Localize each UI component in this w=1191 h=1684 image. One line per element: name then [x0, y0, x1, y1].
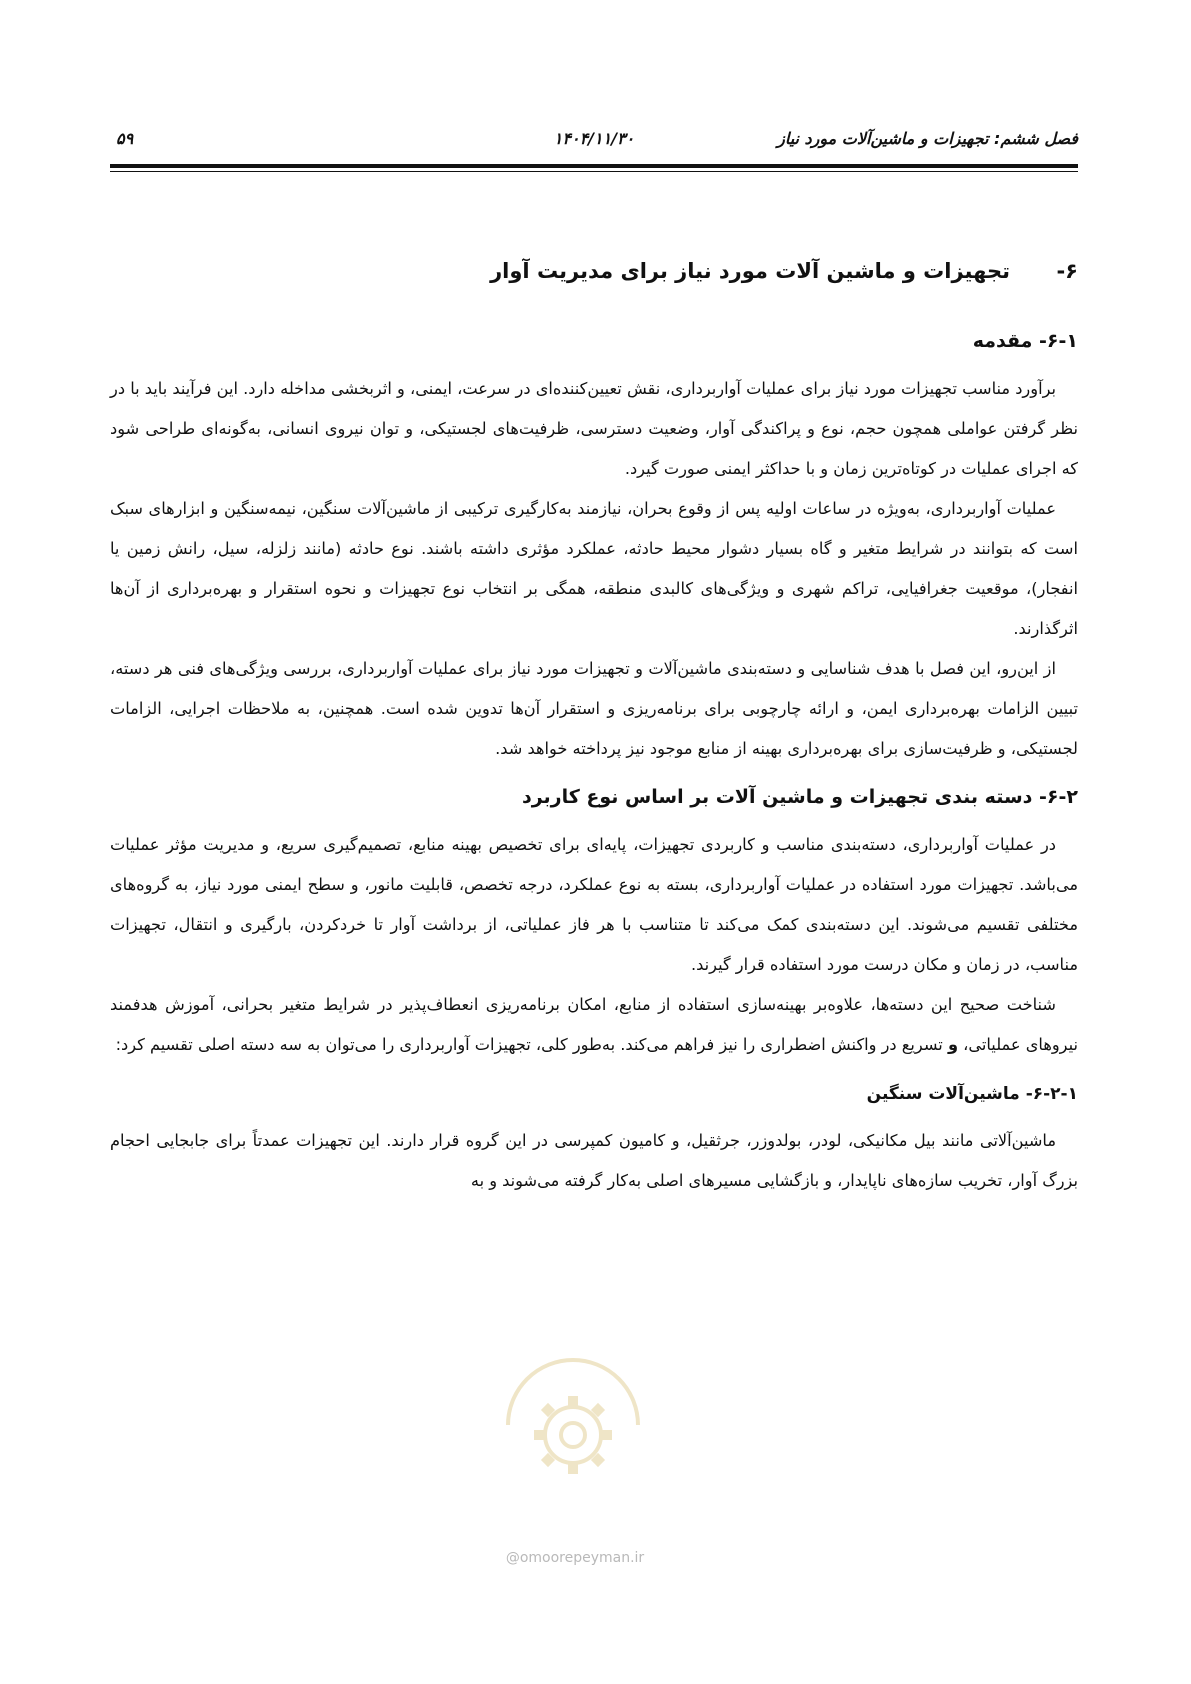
- chapter-title: [110, 256, 1078, 286]
- section-heading-classification: ۶-۲- دسته بندی تجهیزات و ماشین آلات بر اساس نوع کاربرد: [521, 786, 1078, 808]
- paragraph: عملیات آواربرداری، به‌ویژه در ساعات اولیه پس از وقوع بحران، نیازمند به‌کارگیری ترکیبی از ماشین‌آلات سنگین، نیمه‌سنگین و ابزارهای سبک است که بتوانند در شرایط متغیر و گاه بسیار دشوار محیط حادثه، عملکرد مؤثری داشته باشند. نوع حادثه (مانند زلزله، سیل، رانش زمین یا انفجار)، موقعیت جغرافیایی، تراکم شهری و ویژگی‌های کالبدی منطقه، همگی بر انتخاب نوع تجهیزات و نحوه استقرار و بهره‌برداری از آن‌ها اثرگذارند.: [110, 499, 1078, 638]
- watermark-text: @omoorepeyman.ir: [505, 1550, 645, 1566]
- chapter-number: ۶-: [1056, 259, 1078, 283]
- paragraph-text: تسریع در واکنش اضطراری را نیز فراهم می‌کند. به‌طور کلی، تجهیزات آواربرداری را می‌توان به سه دسته اصلی تقسیم کرد:: [115, 1035, 943, 1054]
- chapter-title-text: تجهیزات و ماشین آلات مورد نیاز برای مدیریت آوار: [490, 259, 1010, 283]
- bold-conjunction: و: [947, 1035, 958, 1054]
- running-head-date: ۱۴۰۴/۱۱/۳۰: [553, 129, 635, 148]
- paragraph: [110, 985, 1078, 1065]
- header-rule-thin: [110, 171, 1078, 172]
- page-number: ۵۹: [116, 129, 134, 148]
- paragraph: از این‌رو، این فصل با هدف شناسایی و دسته‌بندی ماشین‌آلات و تجهیزات مورد نیاز برای عملیات آواربرداری، بررسی ویژگی‌های فنی هر دسته، تبیین الزامات بهره‌برداری ایمن، و ارائه چارچوبی برای برنامه‌ریزی و استقرار آن‌ها تدوین شده است. همچنین، به ملاحظات اجرایی، الزامات لجستیکی، و ظرفیت‌سازی برای بهره‌برداری بهینه از منابع موجود نیز پرداخته خواهد شد.: [110, 659, 1078, 758]
- section-heading-intro: ۶-۱- مقدمه: [972, 330, 1078, 352]
- paragraph-text: شناخت صحیح این دسته‌ها، علاوه‌بر بهینه‌سازی استفاده از منابع، امکان برنامه‌ریزی انعطاف‌پذیر در شرایط متغیر بحرانی، آموزش هدفمند نیروهای عملیاتی،: [110, 995, 1078, 1054]
- paragraph: ماشین‌آلاتی مانند بیل مکانیکی، لودر، بولدوزر، جرثقیل، و کامیون کمپرسی در این گروه قرار دارند. این تجهیزات عمدتاً برای جابجایی احجام بزرگ آوار، تخریب سازه‌های ناپایدار، و بازگشایی مسیرهای اصلی به‌کار گرفته می‌شوند و به: [110, 1131, 1078, 1190]
- paragraph: در عملیات آواربرداری، دسته‌بندی مناسب و کاربردی تجهیزات، پایه‌ای برای تخصیص بهینه منابع، تصمیم‌گیری سریع، و مدیریت مؤثر عملیات می‌باشد. تجهیزات مورد استفاده در عملیات آواربرداری، بسته به نوع عملکرد، درجه تخصص، قابلیت مانور، و سطح ایمنی مورد نیاز، به گروه‌های مختلفی تقسیم می‌شوند. این دسته‌بندی کمک می‌کند تا متناسب با هر فاز عملیاتی، از برداشت آوار تا خردکردن، بارگیری و انتقال، تجهیزات مناسب، در زمان و مکان درست مورد استفاده قرار گیرند.: [110, 835, 1078, 974]
- subsection-heading-heavy-machinery: ۶-۲-۱- ماشین‌آلات سنگین: [866, 1084, 1078, 1104]
- page-header: [110, 128, 1078, 158]
- gear-logo-icon: [488, 1330, 658, 1480]
- running-head-chapter: فصل ششم: تجهیزات و ماشین‌آلات مورد نیاز: [777, 129, 1078, 148]
- paragraph: برآورد مناسب تجهیزات مورد نیاز برای عملیات آواربرداری، نقش تعیین‌کننده‌ای در سرعت، ایمنی، و اثربخشی مداخله دارد. این فرآیند باید با در نظر گرفتن عواملی همچون حجم، نوع و پراکندگی آوار، وضعیت دسترسی، ظرفیت‌های لجستیکی، و توان نیروی انسانی، به‌گونه‌ای طراحی شود که اجرای عملیات در کوتاه‌ترین زمان و با حداکثر ایمنی صورت گیرد.: [110, 379, 1078, 478]
- header-rule-thick: [110, 164, 1078, 168]
- page-body: [110, 256, 1078, 1201]
